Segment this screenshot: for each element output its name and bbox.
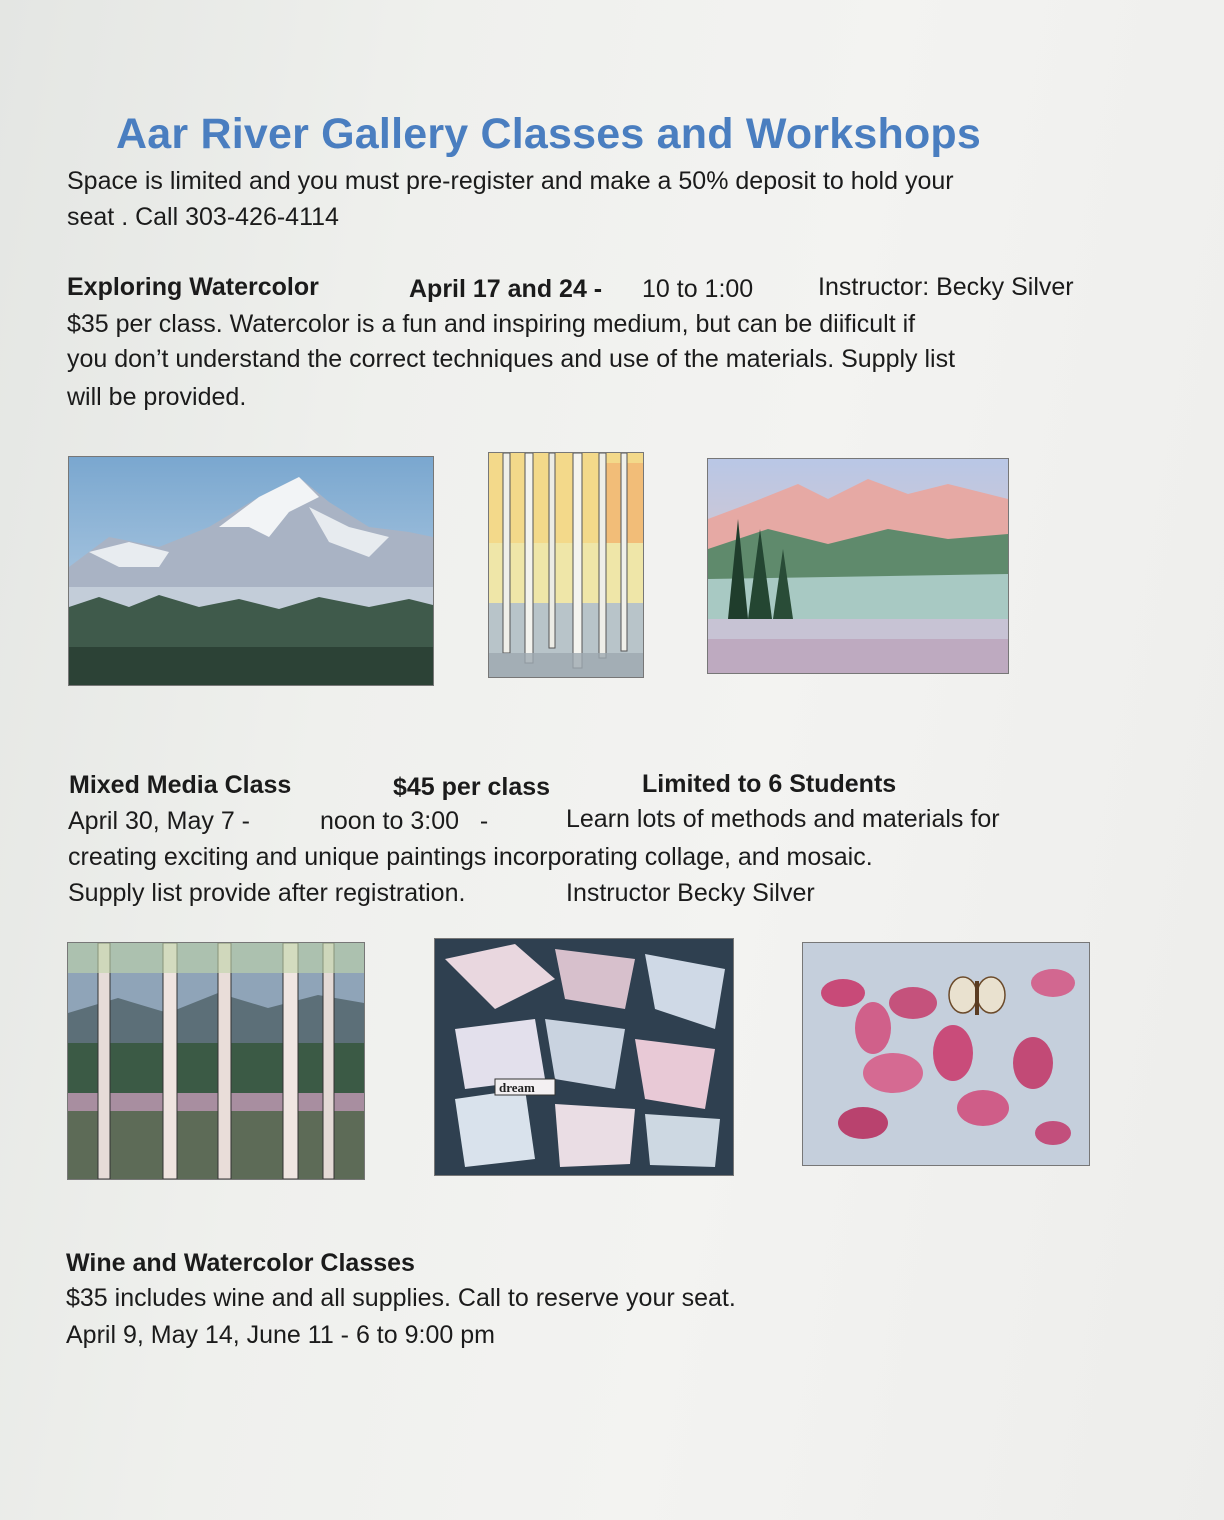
mixed-media-desc-3a: Supply list provide after registration. (68, 879, 466, 907)
exploring-watercolor-body-3: will be provided. (67, 383, 247, 411)
collage-word: dream (499, 1080, 535, 1095)
exploring-watercolor-body-2: you don’t understand the correct techniques and use of the materials. Supply list (67, 345, 956, 373)
watercolor-aspen-painting (488, 452, 644, 678)
exploring-watercolor-dates: April 17 and 24 - (409, 275, 603, 303)
wine-watercolor-heading: Wine and Watercolor Classes (66, 1249, 415, 1277)
watercolor-valley-painting (707, 458, 1009, 674)
mixed-media-collage-painting (434, 938, 734, 1176)
mixed-media-limit: Limited to 6 Students (642, 770, 897, 798)
exploring-watercolor-body-1: $35 per class. Watercolor is a fun and inspiring medium, but can be diificult if (67, 310, 916, 338)
butterfly-icon (949, 977, 1005, 1015)
exploring-watercolor-time: 10 to 1:00 (642, 275, 754, 303)
mixed-media-desc-2: creating exciting and unique paintings incorporating collage, and mosaic. (68, 843, 873, 871)
watercolor-mountain-painting (68, 456, 434, 686)
page-title: Aar River Gallery Classes and Workshops (116, 110, 981, 158)
intro-line-2: seat . Call 303-426-4114 (67, 203, 339, 231)
mixed-media-desc-3b: Instructor Becky Silver (566, 879, 815, 907)
exploring-watercolor-heading: Exploring Watercolor (67, 273, 319, 301)
mixed-media-time: noon to 3:00 - (320, 807, 489, 835)
mixed-media-butterfly-painting (802, 942, 1090, 1166)
mixed-media-heading: Mixed Media Class (69, 771, 292, 799)
mixed-media-aspen-painting (67, 942, 365, 1180)
intro-line-1: Space is limited and you must pre-register and make a 50% deposit to hold your (67, 167, 954, 195)
mixed-media-desc-1: Learn lots of methods and materials for (566, 805, 1000, 833)
wine-watercolor-line-1: $35 includes wine and all supplies. Call to reserve your seat. (66, 1284, 736, 1312)
mixed-media-price: $45 per class (393, 773, 551, 801)
mixed-media-dates: April 30, May 7 - (68, 807, 251, 835)
exploring-watercolor-instructor: Instructor: Becky Silver (818, 273, 1074, 301)
wine-watercolor-line-2: April 9, May 14, June 11 - 6 to 9:00 pm (66, 1321, 495, 1349)
